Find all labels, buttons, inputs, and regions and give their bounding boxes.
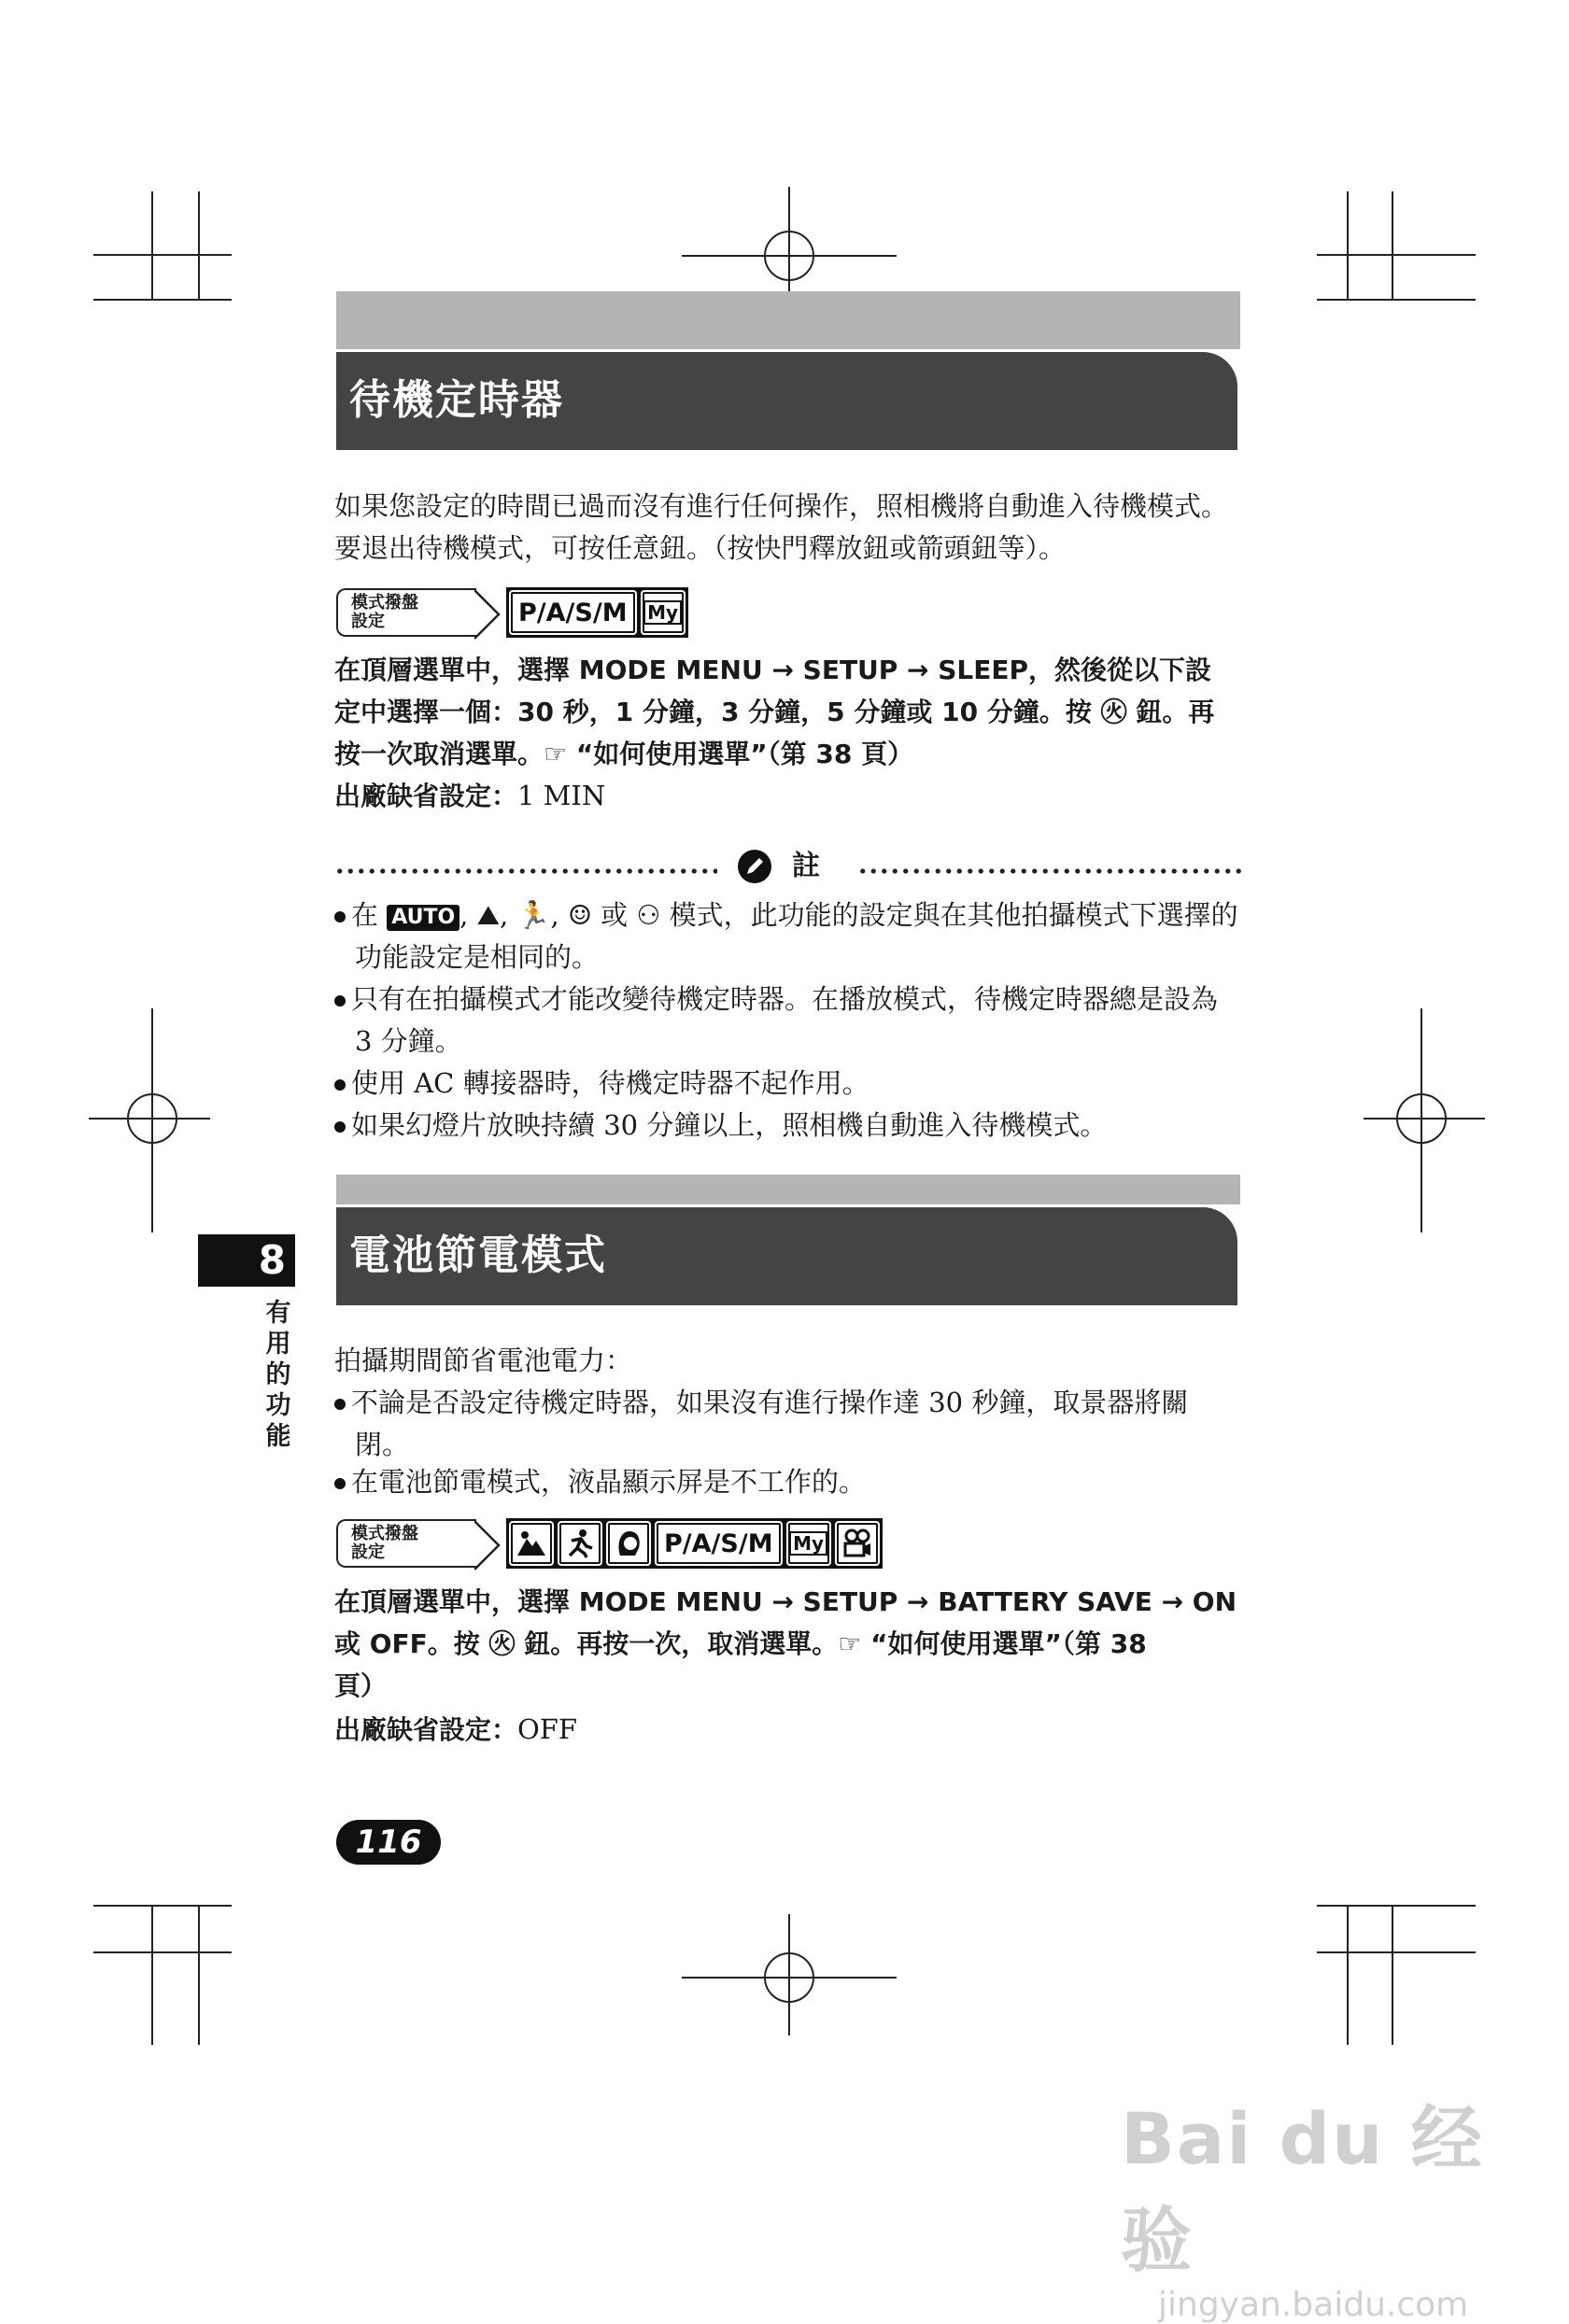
section-header-battery-save xyxy=(336,1175,1240,1305)
paragraph xyxy=(334,1340,1245,1382)
text-line xyxy=(334,894,1245,937)
text-line: 按一次取消選單。☞ “如何使用選單”（第 38 頁） xyxy=(334,739,914,769)
mode-dial-row xyxy=(336,586,688,639)
movie-icon xyxy=(835,1521,880,1566)
mode-dial-label-line: 模式撥盤 xyxy=(351,1524,418,1543)
landscape-portrait-icon xyxy=(509,1521,554,1566)
factory-default-label: 出廠缺省設定： xyxy=(334,1714,518,1745)
text-line: 要退出待機模式，可按任意鈕。（按快門釋放鈕或箭頭鈕等）。 xyxy=(334,532,1067,564)
auto-mode-icon: AUTO xyxy=(387,905,459,931)
crop-mark xyxy=(93,1951,232,1953)
text-line: 定中選擇一個：30 秒，1 分鐘，3 分鐘，5 分鐘或 10 分鐘。按 ㊋ 鈕。再 xyxy=(334,697,1215,727)
pencil-note-icon xyxy=(736,848,773,885)
text-run: 使用 AC 轉接器時，待機定時器不起作用。 xyxy=(351,1067,869,1099)
text-line xyxy=(334,979,1245,1021)
text-line: 拍攝期間節省電池電力： xyxy=(334,1345,633,1376)
registration-mark-top xyxy=(682,187,897,299)
instruction xyxy=(334,1581,1245,1707)
bullet-dot xyxy=(334,1079,346,1091)
mode-dial-label-line: 設定 xyxy=(351,612,385,631)
crop-mark xyxy=(1317,254,1476,256)
text-line xyxy=(334,1105,1245,1147)
mode-my-icon xyxy=(786,1521,831,1566)
chapter-title-char: 功 xyxy=(265,1391,291,1420)
registration-mark-left xyxy=(89,1008,210,1232)
mode-icon-group xyxy=(506,587,688,638)
factory-default-value: OFF xyxy=(517,1713,578,1745)
mode-icon-group xyxy=(506,1518,883,1569)
registration-mark-right xyxy=(1364,1008,1485,1232)
section-title: 電池節電模式 xyxy=(349,1232,607,1279)
note-bullet xyxy=(334,894,1245,979)
page-number: 116 xyxy=(336,1820,441,1865)
chapter-title-char: 有 xyxy=(265,1299,291,1328)
text-run: , ⛰, 🏃, ☺ 或 ⚇ 模式，此功能的設定與在其他拍攝模式下選擇的 xyxy=(459,899,1238,931)
mode-my-text: My xyxy=(789,1531,827,1556)
mode-my-icon xyxy=(641,590,686,635)
note-bullet xyxy=(334,1063,1245,1105)
bullet-dot xyxy=(334,1121,346,1133)
chapter-title-char: 能 xyxy=(265,1422,291,1451)
factory-default xyxy=(334,775,605,817)
text-run: 在 xyxy=(351,899,379,931)
battery-bullet xyxy=(334,1461,1245,1503)
text-line xyxy=(334,1461,1245,1503)
section-header-band xyxy=(336,291,1240,349)
section-header-sleep xyxy=(336,291,1240,450)
watermark xyxy=(1121,2082,1513,2324)
crop-mark xyxy=(198,191,200,299)
chapter-title-char: 用 xyxy=(265,1330,291,1359)
crop-mark xyxy=(151,1905,153,2045)
factory-default-value: 1 MIN xyxy=(517,780,606,811)
mode-dial-row xyxy=(336,1517,883,1570)
note-header xyxy=(334,842,1245,883)
chapter-title xyxy=(262,1298,295,1452)
text-run: 不論是否設定待機定時器，如果沒有進行操作達 30 秒鐘，取景器將關 xyxy=(351,1387,1189,1418)
crop-mark xyxy=(1317,299,1476,301)
section-header-band xyxy=(336,1175,1240,1204)
registration-mark-bottom xyxy=(682,1914,897,2035)
crop-mark xyxy=(198,1905,200,2045)
text-line: 3 分鐘。 xyxy=(355,1025,462,1057)
portrait-icon xyxy=(606,1521,651,1566)
chapter-title-char: 的 xyxy=(265,1360,291,1389)
battery-bullet xyxy=(334,1382,1245,1466)
text-line: 在頂層選單中，選擇 MODE MENU → SETUP → BATTERY SAVE → ON xyxy=(334,1586,1237,1617)
arrow-pointer-icon xyxy=(474,588,501,641)
text-line: 頁） xyxy=(334,1670,388,1701)
note-bullet xyxy=(334,979,1245,1063)
chapter-number: 8 xyxy=(198,1234,295,1287)
text-line: 如果您設定的時間已過而沒有進行任何操作，照相機將自動進入待機模式。 xyxy=(334,490,1229,522)
dotted-rule xyxy=(857,868,1245,874)
dotted-rule xyxy=(334,868,717,874)
watermark-logo: Bai du 经验 xyxy=(1121,2097,1484,2282)
crop-mark xyxy=(1347,191,1349,299)
crop-mark xyxy=(93,1905,232,1907)
mode-dial-label xyxy=(336,1519,476,1568)
text-run: 如果幻燈片放映持續 30 分鐘以上，照相機自動進入待機模式。 xyxy=(351,1109,1108,1141)
arrow-pointer-icon xyxy=(474,1519,501,1571)
text-line: 功能設定是相同的。 xyxy=(355,941,600,973)
bullet-dot xyxy=(334,911,346,923)
mode-dial-label-line: 設定 xyxy=(351,1542,385,1562)
bullet-dot xyxy=(334,995,346,1007)
mode-pasm-icon: P/A/S/M xyxy=(509,590,637,635)
bullet-dot xyxy=(334,1399,346,1410)
watermark-url: jingyan.baidu.com xyxy=(1158,2286,1469,2324)
text-line xyxy=(334,1382,1245,1424)
factory-default xyxy=(334,1709,577,1751)
crop-mark xyxy=(93,299,232,301)
mode-pasm-icon: P/A/S/M xyxy=(655,1521,783,1566)
text-line: 或 OFF。按 ㊋ 鈕。再按一次，取消選單。☞ “如何使用選單”（第 38 xyxy=(334,1628,1147,1659)
factory-default-label: 出廠缺省設定： xyxy=(334,781,518,811)
text-line: 閉。 xyxy=(355,1429,410,1460)
crop-mark xyxy=(151,191,153,299)
text-line xyxy=(334,1063,1245,1105)
text-run: 在電池節電模式，液晶顯示屏是不工作的。 xyxy=(351,1466,867,1498)
mode-dial-label-line: 模式撥盤 xyxy=(351,593,418,613)
crop-mark xyxy=(1317,1905,1476,1907)
crop-mark xyxy=(1347,1905,1349,2045)
mode-dial-label xyxy=(336,588,476,637)
section-title: 待機定時器 xyxy=(349,376,564,424)
crop-mark xyxy=(93,254,232,256)
note-label: 註 xyxy=(792,850,820,882)
crop-mark xyxy=(1392,1905,1393,2045)
crop-mark xyxy=(1392,191,1393,299)
sports-icon xyxy=(558,1521,602,1566)
mode-my-text: My xyxy=(643,600,682,625)
instruction xyxy=(334,649,1245,775)
bullet-dot xyxy=(334,1478,346,1489)
text-run: 只有在拍攝模式才能改變待機定時器。在播放模式，待機定時器總是設為 xyxy=(351,983,1219,1015)
note-bullet xyxy=(334,1105,1245,1147)
text-line: 在頂層選單中，選擇 MODE MENU → SETUP → SLEEP，然後從以下設 xyxy=(334,655,1212,685)
paragraph xyxy=(334,486,1245,570)
crop-mark xyxy=(1317,1951,1476,1953)
